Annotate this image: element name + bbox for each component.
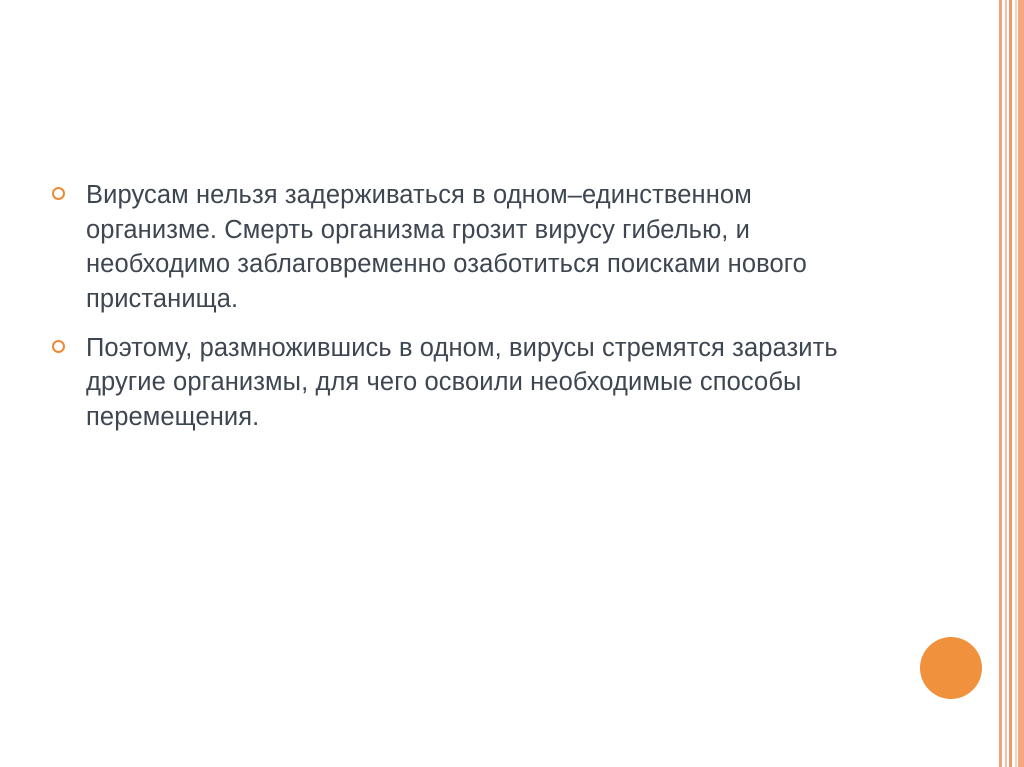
decorative-stripe-1 <box>999 0 1002 767</box>
decorative-stripe-4 <box>1015 0 1017 767</box>
slide-body-content <box>52 178 852 449</box>
bullet-text: Вирусам нельзя задерживаться в одном–единственном организме. Смерть организма грозит вирусу гибелью, и необходимо заблаговременно озаботиться поисками нового пристанища. <box>86 181 807 314</box>
circle-outline-bullet-icon <box>52 178 86 200</box>
list-item <box>52 178 852 317</box>
bullet-text: Поэтому, размножившись в одном, вирусы стремятся заразить другие организмы, для чего освоили необходимые способы перемещения. <box>86 333 838 432</box>
circle-outline-bullet-icon <box>52 331 86 353</box>
decorative-stripe-3 <box>1009 0 1012 767</box>
decorative-stripe-5 <box>1018 0 1024 767</box>
right-decorative-band <box>998 0 1024 767</box>
decorative-circle <box>920 637 982 699</box>
decorative-stripe-2 <box>1005 0 1007 767</box>
list-item <box>52 331 852 435</box>
